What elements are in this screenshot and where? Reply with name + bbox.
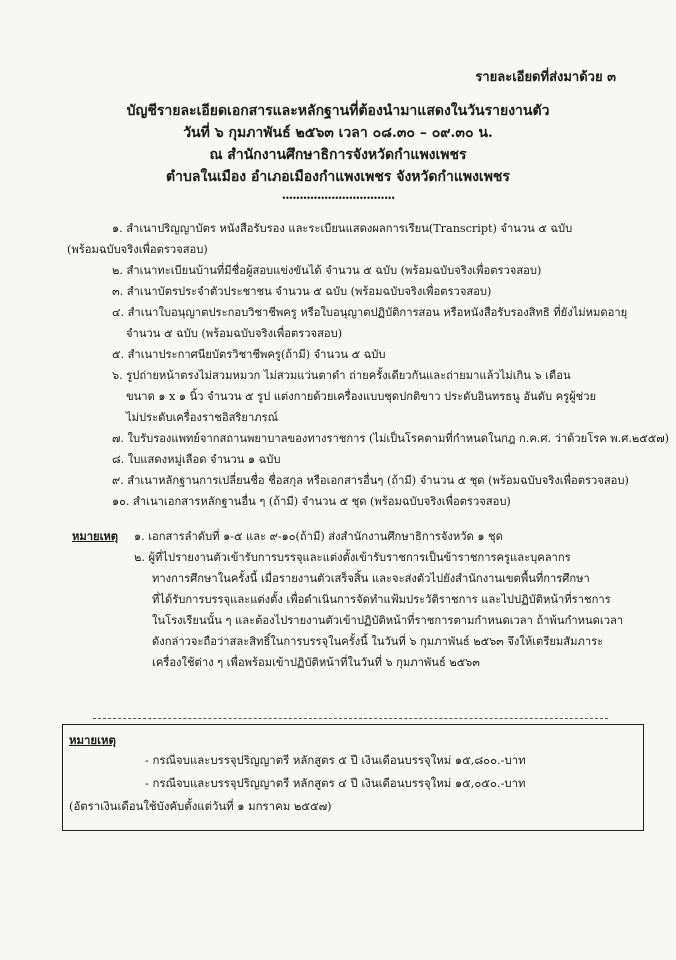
notes-label: หมายเหตุ <box>72 529 119 543</box>
attachment-reference: รายละเอียดที่ส่งมาด้วย ๓ <box>475 70 616 85</box>
notes-section <box>72 526 652 673</box>
list-item: ๑. สำเนาปริญญาบัตร หนังสือรับรอง และระเบียนแสดงผลการเรียน(Transcript) จำนวน ๕ ฉบับ (พร้อมฉบับจริงเพื่อตรวจสอบ) <box>67 222 573 256</box>
document-list <box>67 218 669 512</box>
header-separator: ................................ <box>281 188 395 203</box>
list-item: ๘. ใบแสดงหมู่เลือด จำนวน ๑ ฉบับ <box>112 453 281 466</box>
list-item: ๔. สำเนาใบอนุญาตประกอบวิชาชีพครู หรือใบอนุญาตปฏิบัติการสอน หรือหนังสือรับรองสิทธิ ที่ยังไม่หมดอายุ จำนวน ๕ ฉบับ (พร้อมฉบับจริงเพื่อตรวจสอบ) <box>112 306 628 340</box>
salary-effective-date: (อัตราเงินเดือนใช้บังคับตั้งแต่วันที่ ๑ มกราคม ๒๕๕๗) <box>69 799 332 813</box>
list-item: ๗. ใบรับรองแพทย์จากสถานพยาบาลของทางราชการ (ไม่เป็นโรคตามที่กำหนดในกฎ ก.ค.ศ. ว่าด้วยโรค พ.ศ.๒๕๕๗) <box>112 432 669 445</box>
salary-note-label: หมายเหตุ <box>69 733 116 747</box>
note-1: ๑. เอกสารลำดับที่ ๑-๕ และ ๙-๑๐(ถ้ามี) ส่งสำนักงานศึกษาธิการจังหวัด ๑ ชุด <box>134 530 503 543</box>
list-item: ๕. สำเนาประกาศนียบัตรวิชาชีพครู(ถ้ามี) จำนวน ๕ ฉบับ <box>112 348 386 361</box>
document-title: บัญชีรายละเอียดเอกสารและหลักฐานที่ต้องนำมาแสดงในวันรายงานตัว <box>126 103 550 119</box>
list-item: ๖. รูปถ่ายหน้าตรงไม่สวมหมวก ไม่สวมแว่นตาดำ ถ่ายครั้งเดียวกันและถ่ายมาแล้วไม่เกิน ๖ เดือน ขนาด ๑ x ๑ นิ้ว จำนวน ๕ รูป แต่งกายด้วยเครื่องแบบชุดปกติขาว ประดับอินทรธนู อันดับ ครูผู้ช่วย ไม่ประดับเครื่องราชอิสริยาภรณ์ <box>112 369 597 424</box>
salary-note-box <box>62 724 644 831</box>
list-item: ๑๐. สำเนาเอกสารหลักฐานอื่น ๆ (ถ้ามี) จำนวน ๕ ชุด (พร้อมฉบับจริงเพื่อตรวจสอบ) <box>112 495 511 508</box>
note-2-line: ในโรงเรียนนั้น ๆ และต้องไปรายงานตัวเข้าปฏิบัติหน้าที่ราชการตามกำหนดเวลา ถ้าพ้นกำหนดเวลา <box>152 614 624 627</box>
list-item: ๒. สำเนาทะเบียนบ้านที่มีชื่อผู้สอบแข่งขันได้ จำนวน ๕ ฉบับ (พร้อมฉบับจริงเพื่อตรวจสอบ) <box>112 264 542 277</box>
note-2-line: ที่ได้รับการบรรจุและแต่งตั้ง เพื่อดำเนินการจัดทำแฟ้มประวัติราชการ และไปปฏิบัติหน้าที่ราชการ <box>152 593 611 606</box>
salary-4yr: - กรณีจบและบรรจุปริญญาตรี หลักสูตร ๔ ปี เงินเดือนบรรจุใหม่ ๑๕,๐๕๐.-บาท <box>145 776 526 790</box>
list-item: ๓. สำเนาบัตรประจำตัวประชาชน จำนวน ๕ ฉบับ (พร้อมฉบับจริงเพื่อตรวจสอบ) <box>112 285 492 298</box>
note-2-line: เครื่องใช้ต่าง ๆ เพื่อพร้อมเข้าปฏิบัติหน้าที่ในวันที่ ๖ กุมภาพันธ์ ๒๕๖๓ <box>152 656 480 669</box>
note-2: ๒. ผู้ที่ไปรายงานตัวเข้ารับการบรรจุและแต่งตั้งเข้ารับราชการเป็นข้าราชการครูและบุคลากร <box>134 551 571 564</box>
note-2-line: ดังกล่าวจะถือว่าสละสิทธิ์ในการบรรจุในครั้งนี้ ในวันที่ ๖ กุมภาพันธ์ ๒๕๖๓ จึงให้เตรียมสัมภาระ <box>152 635 604 648</box>
document-header <box>0 100 676 204</box>
note-2-line: ทางการศึกษาในครั้งนี้ เมื่อรายงานตัวเสร็จสิ้น และจะส่งตัวไปยังสำนักงานเขตพื้นที่การศึกษา <box>152 572 590 585</box>
salary-5yr: - กรณีจบและบรรจุปริญญาตรี หลักสูตร ๕ ปี เงินเดือนบรรจุใหม่ ๑๕,๘๐๐.-บาท <box>145 753 526 767</box>
list-item: ๙. สำเนาหลักฐานการเปลี่ยนชื่อ ชื่อสกุล หรือเอกสารอื่นๆ (ถ้ามี) จำนวน ๕ ชุด (พร้อมฉบับจริงเพื่อตรวจสอบ) <box>112 474 629 487</box>
report-date-time: วันที่ ๖ กุมภาพันธ์ ๒๕๖๓ เวลา ๐๘.๓๐ – ๐๙.๓๐ น. <box>183 125 493 141</box>
report-venue: ณ สำนักงานศึกษาธิการจังหวัดกำแพงเพชร <box>209 147 467 163</box>
venue-address: ตำบลในเมือง อำเภอเมืองกำแพงเพชร จังหวัดกำแพงเพชร <box>166 169 510 185</box>
dashed-divider <box>93 718 608 719</box>
